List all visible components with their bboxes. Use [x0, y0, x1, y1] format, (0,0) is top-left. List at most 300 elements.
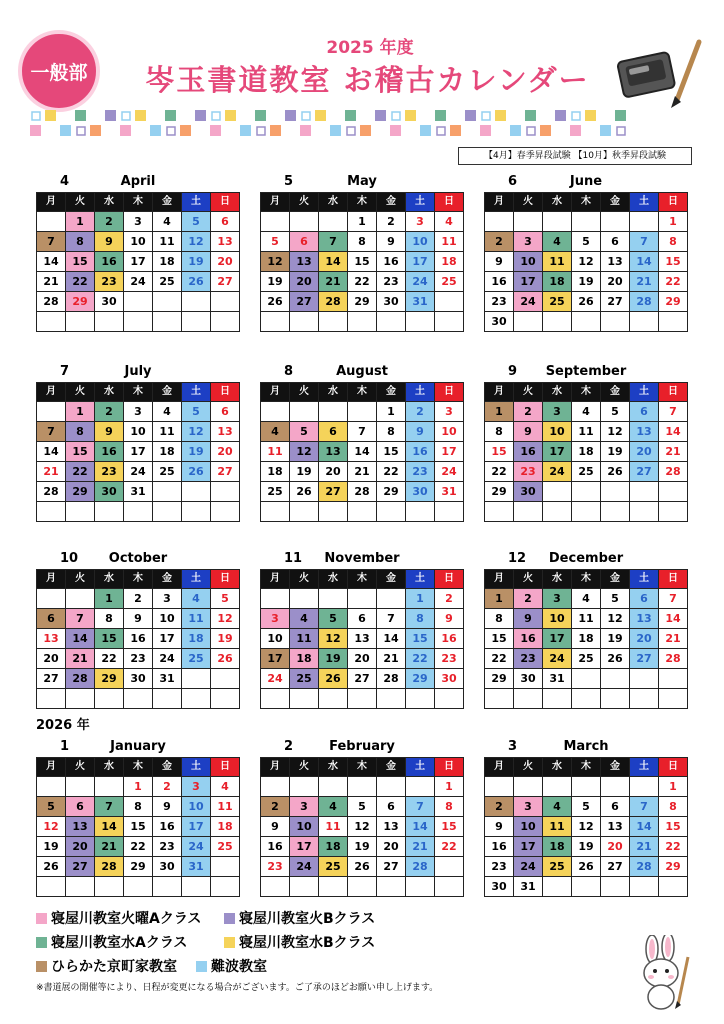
month-name: September: [545, 364, 627, 379]
day-cell: 19: [290, 462, 319, 482]
day-cell: 8: [659, 232, 688, 252]
day-cell: 10: [543, 609, 572, 629]
empty-cell: [319, 212, 348, 232]
day-cell: 30: [153, 857, 182, 877]
day-cell: 30: [485, 877, 514, 897]
day-cell: 8: [485, 422, 514, 442]
month-calendar-july: [36, 362, 240, 522]
day-cell: 21: [37, 272, 66, 292]
empty-cell: [377, 502, 406, 522]
weekday-header-row: [37, 193, 240, 212]
day-cell: 5: [348, 797, 377, 817]
weekday-cell: 土: [182, 570, 211, 589]
empty-cell: [261, 777, 290, 797]
day-cell: 23: [514, 649, 543, 669]
day-cell: 25: [211, 837, 240, 857]
day-cell: 10: [543, 422, 572, 442]
day-cell: 20: [630, 629, 659, 649]
weekday-cell: 日: [211, 193, 240, 212]
empty-cell: [659, 689, 688, 709]
day-cell: 15: [659, 817, 688, 837]
empty-cell: [435, 689, 464, 709]
day-cell: 3: [543, 402, 572, 422]
day-cell: 9: [153, 797, 182, 817]
day-cell: 29: [66, 292, 95, 312]
day-cell: 15: [435, 817, 464, 837]
day-cell: 2: [514, 402, 543, 422]
day-cell: 1: [485, 402, 514, 422]
week-row: [485, 442, 688, 462]
weekday-cell: 水: [543, 758, 572, 777]
weekday-cell: 火: [66, 570, 95, 589]
day-cell: 4: [543, 232, 572, 252]
empty-cell: [153, 292, 182, 312]
day-cell: 7: [319, 232, 348, 252]
legend-label: 難波教室: [211, 959, 267, 975]
empty-cell: [572, 482, 601, 502]
empty-cell: [290, 402, 319, 422]
day-cell: 8: [95, 609, 124, 629]
week-row: [261, 877, 464, 897]
empty-cell: [543, 877, 572, 897]
day-cell: 24: [124, 272, 153, 292]
weekday-cell: 水: [95, 570, 124, 589]
week-row: [37, 442, 240, 462]
day-cell: 11: [319, 817, 348, 837]
general-division-badge: 一般部: [18, 30, 100, 112]
day-cell: 28: [630, 292, 659, 312]
weekday-cell: 木: [124, 570, 153, 589]
day-cell: 3: [435, 402, 464, 422]
day-cell: 28: [659, 649, 688, 669]
day-cell: 24: [514, 292, 543, 312]
weekday-cell: 火: [514, 570, 543, 589]
empty-cell: [211, 877, 240, 897]
week-row: [485, 797, 688, 817]
day-cell: 3: [543, 589, 572, 609]
weekday-cell: 日: [659, 570, 688, 589]
weekday-cell: 水: [319, 383, 348, 402]
weekday-header-row: [485, 570, 688, 589]
day-cell: 10: [406, 232, 435, 252]
day-cell: 23: [153, 837, 182, 857]
empty-cell: [514, 212, 543, 232]
empty-cell: [261, 877, 290, 897]
day-cell: 8: [406, 609, 435, 629]
month-table: [260, 192, 464, 332]
week-row: [37, 837, 240, 857]
day-cell: 2: [261, 797, 290, 817]
year-2026-label: 2026 年: [36, 718, 90, 733]
day-cell: 12: [37, 817, 66, 837]
day-cell: 29: [348, 292, 377, 312]
weekday-header-row: [37, 758, 240, 777]
day-cell: 14: [659, 609, 688, 629]
day-cell: 3: [124, 212, 153, 232]
day-cell: 23: [261, 857, 290, 877]
weekday-cell: 火: [66, 758, 95, 777]
day-cell: 19: [211, 629, 240, 649]
weekday-cell: 木: [572, 758, 601, 777]
day-cell: 13: [348, 629, 377, 649]
day-cell: 14: [319, 252, 348, 272]
week-row: [37, 502, 240, 522]
day-cell: 17: [543, 629, 572, 649]
weekday-cell: 月: [261, 193, 290, 212]
day-cell: 18: [572, 442, 601, 462]
empty-cell: [95, 312, 124, 332]
footnote: ※書道展の開催等により、日程が変更になる場合がございます。ご了承のほどお願い申し上げます。: [36, 983, 439, 993]
week-row: [261, 817, 464, 837]
day-cell: 19: [601, 442, 630, 462]
day-cell: 4: [182, 589, 211, 609]
empty-cell: [37, 589, 66, 609]
day-cell: 20: [211, 442, 240, 462]
day-cell: 12: [572, 252, 601, 272]
day-cell: 20: [348, 649, 377, 669]
month-table: [260, 757, 464, 897]
empty-cell: [37, 212, 66, 232]
month-name: June: [569, 174, 603, 189]
month-header: [36, 172, 240, 192]
empty-cell: [290, 877, 319, 897]
day-cell: 26: [319, 669, 348, 689]
empty-cell: [319, 402, 348, 422]
month-number: 3: [508, 739, 518, 754]
weekday-cell: 金: [601, 758, 630, 777]
day-cell: 27: [319, 482, 348, 502]
day-cell: 23: [514, 462, 543, 482]
day-cell: 29: [124, 857, 153, 877]
day-cell: 1: [659, 212, 688, 232]
month-table: [484, 569, 688, 709]
day-cell: 1: [659, 777, 688, 797]
day-cell: 30: [95, 482, 124, 502]
day-cell: 4: [153, 402, 182, 422]
week-row: [37, 857, 240, 877]
day-cell: 25: [261, 482, 290, 502]
month-name: January: [110, 739, 166, 754]
day-cell: 16: [485, 272, 514, 292]
month-table: [484, 757, 688, 897]
day-cell: 3: [261, 609, 290, 629]
day-cell: 15: [659, 252, 688, 272]
empty-cell: [153, 877, 182, 897]
empty-cell: [406, 877, 435, 897]
day-cell: 22: [348, 272, 377, 292]
weekday-cell: 金: [153, 758, 182, 777]
day-cell: 24: [435, 462, 464, 482]
empty-cell: [630, 689, 659, 709]
week-row: [37, 797, 240, 817]
day-cell: 1: [66, 402, 95, 422]
empty-cell: [124, 877, 153, 897]
day-cell: 22: [485, 462, 514, 482]
day-cell: 24: [261, 669, 290, 689]
day-cell: 11: [435, 232, 464, 252]
day-cell: 26: [182, 272, 211, 292]
weekday-cell: 水: [95, 193, 124, 212]
empty-cell: [601, 502, 630, 522]
empty-cell: [124, 689, 153, 709]
day-cell: 13: [37, 629, 66, 649]
day-cell: 27: [630, 649, 659, 669]
day-cell: 12: [601, 609, 630, 629]
day-cell: 15: [348, 252, 377, 272]
day-cell: 14: [37, 442, 66, 462]
day-cell: 6: [319, 422, 348, 442]
day-cell: 27: [66, 857, 95, 877]
empty-cell: [37, 689, 66, 709]
day-cell: 18: [435, 252, 464, 272]
day-cell: 29: [485, 669, 514, 689]
week-row: [261, 797, 464, 817]
week-row: [37, 669, 240, 689]
month-table: [36, 382, 240, 522]
day-cell: 22: [485, 649, 514, 669]
weekday-cell: 水: [543, 570, 572, 589]
day-cell: 21: [630, 272, 659, 292]
empty-cell: [659, 502, 688, 522]
empty-cell: [601, 777, 630, 797]
weekday-cell: 土: [630, 383, 659, 402]
weekday-cell: 火: [66, 193, 95, 212]
month-calendar-march: [484, 737, 688, 897]
empty-cell: [37, 777, 66, 797]
empty-cell: [66, 502, 95, 522]
week-row: [37, 232, 240, 252]
day-cell: 24: [543, 649, 572, 669]
week-row: [261, 857, 464, 877]
month-number: 8: [284, 364, 294, 379]
day-cell: 28: [37, 292, 66, 312]
day-cell: 26: [572, 857, 601, 877]
legend-swatch: [36, 961, 47, 972]
day-cell: 18: [211, 817, 240, 837]
month-number: 2: [284, 739, 294, 754]
legend-swatch: [196, 961, 207, 972]
empty-cell: [66, 877, 95, 897]
weekday-header-row: [261, 383, 464, 402]
weekday-cell: 金: [377, 570, 406, 589]
empty-cell: [319, 502, 348, 522]
week-row: [37, 649, 240, 669]
weekday-cell: 木: [124, 193, 153, 212]
month-name: April: [120, 174, 156, 189]
empty-cell: [211, 502, 240, 522]
day-cell: 6: [211, 402, 240, 422]
day-cell: 8: [66, 422, 95, 442]
empty-cell: [153, 312, 182, 332]
weekday-cell: 火: [66, 383, 95, 402]
legend-label: 寝屋川教室火Bクラス: [239, 911, 376, 927]
week-row: [37, 252, 240, 272]
empty-cell: [601, 482, 630, 502]
day-cell: 16: [485, 837, 514, 857]
empty-cell: [95, 777, 124, 797]
weekday-cell: 木: [572, 570, 601, 589]
day-cell: 14: [66, 629, 95, 649]
empty-cell: [66, 689, 95, 709]
day-cell: 11: [211, 797, 240, 817]
empty-cell: [572, 689, 601, 709]
week-row: [37, 817, 240, 837]
weekday-cell: 火: [514, 758, 543, 777]
month-name: December: [548, 551, 624, 566]
empty-cell: [182, 502, 211, 522]
day-cell: 25: [543, 292, 572, 312]
day-cell: 9: [485, 252, 514, 272]
empty-cell: [261, 312, 290, 332]
day-cell: 23: [124, 649, 153, 669]
month-name: July: [124, 364, 152, 379]
week-row: [485, 777, 688, 797]
day-cell: 28: [66, 669, 95, 689]
month-calendar-september: [484, 362, 688, 522]
day-cell: 12: [211, 609, 240, 629]
day-cell: 8: [377, 422, 406, 442]
weekday-cell: 日: [435, 758, 464, 777]
day-cell: 4: [543, 797, 572, 817]
week-row: [485, 817, 688, 837]
month-table: [484, 192, 688, 332]
day-cell: 13: [211, 422, 240, 442]
empty-cell: [211, 482, 240, 502]
week-row: [261, 422, 464, 442]
day-cell: 13: [601, 817, 630, 837]
day-cell: 31: [182, 857, 211, 877]
empty-cell: [37, 502, 66, 522]
week-row: [261, 689, 464, 709]
empty-cell: [572, 777, 601, 797]
day-cell: 17: [543, 442, 572, 462]
empty-cell: [290, 689, 319, 709]
empty-cell: [572, 502, 601, 522]
day-cell: 12: [319, 629, 348, 649]
day-cell: 5: [261, 232, 290, 252]
month-header: [484, 737, 688, 757]
empty-cell: [485, 689, 514, 709]
empty-cell: [66, 777, 95, 797]
day-cell: 18: [153, 442, 182, 462]
empty-cell: [290, 212, 319, 232]
weekday-cell: 木: [124, 758, 153, 777]
day-cell: 8: [348, 232, 377, 252]
weekday-cell: 水: [543, 383, 572, 402]
day-cell: 26: [211, 649, 240, 669]
day-cell: 18: [543, 272, 572, 292]
day-cell: 22: [406, 649, 435, 669]
day-cell: 22: [66, 272, 95, 292]
checkered-decoration: [30, 110, 630, 140]
day-cell: 1: [377, 402, 406, 422]
day-cell: 31: [124, 482, 153, 502]
weekday-cell: 火: [290, 570, 319, 589]
day-cell: 20: [37, 649, 66, 669]
empty-cell: [377, 877, 406, 897]
empty-cell: [182, 312, 211, 332]
week-row: [485, 402, 688, 422]
day-cell: 17: [124, 442, 153, 462]
weekday-header-row: [485, 758, 688, 777]
empty-cell: [348, 777, 377, 797]
day-cell: 27: [211, 272, 240, 292]
fiscal-year-label: 2025 年度: [326, 38, 414, 58]
empty-cell: [543, 777, 572, 797]
week-row: [485, 589, 688, 609]
day-cell: 29: [377, 482, 406, 502]
day-cell: 19: [182, 252, 211, 272]
weekday-cell: 火: [290, 193, 319, 212]
empty-cell: [601, 669, 630, 689]
weekday-header-row: [261, 570, 464, 589]
day-cell: 31: [514, 877, 543, 897]
empty-cell: [290, 589, 319, 609]
day-cell: 17: [514, 837, 543, 857]
day-cell: 30: [124, 669, 153, 689]
day-cell: 15: [66, 442, 95, 462]
day-cell: 15: [66, 252, 95, 272]
month-header: [484, 362, 688, 382]
day-cell: 21: [37, 462, 66, 482]
empty-cell: [319, 589, 348, 609]
week-row: [37, 272, 240, 292]
empty-cell: [543, 482, 572, 502]
day-cell: 15: [485, 442, 514, 462]
day-cell: 26: [37, 857, 66, 877]
weekday-cell: 火: [514, 193, 543, 212]
weekday-cell: 金: [601, 570, 630, 589]
day-cell: 29: [659, 857, 688, 877]
week-row: [37, 777, 240, 797]
empty-cell: [485, 502, 514, 522]
day-cell: 4: [290, 609, 319, 629]
day-cell: 7: [659, 589, 688, 609]
day-cell: 19: [348, 837, 377, 857]
day-cell: 9: [124, 609, 153, 629]
day-cell: 24: [153, 649, 182, 669]
day-cell: 23: [377, 272, 406, 292]
week-row: [485, 462, 688, 482]
day-cell: 1: [485, 589, 514, 609]
month-name: August: [336, 364, 388, 379]
day-cell: 28: [377, 669, 406, 689]
empty-cell: [377, 312, 406, 332]
week-row: [485, 689, 688, 709]
empty-cell: [435, 877, 464, 897]
day-cell: 14: [348, 442, 377, 462]
empty-cell: [124, 292, 153, 312]
day-cell: 21: [630, 837, 659, 857]
month-calendar-november: [260, 549, 464, 709]
day-cell: 22: [435, 837, 464, 857]
empty-cell: [348, 312, 377, 332]
weekday-cell: 月: [261, 383, 290, 402]
weekday-cell: 金: [601, 383, 630, 402]
day-cell: 23: [406, 462, 435, 482]
legend-swatch: [36, 937, 47, 948]
day-cell: 25: [319, 857, 348, 877]
day-cell: 14: [659, 422, 688, 442]
day-cell: 2: [406, 402, 435, 422]
day-cell: 10: [290, 817, 319, 837]
week-row: [485, 609, 688, 629]
day-cell: 21: [95, 837, 124, 857]
empty-cell: [377, 689, 406, 709]
week-row: [485, 482, 688, 502]
month-number: 5: [284, 174, 294, 189]
empty-cell: [348, 689, 377, 709]
